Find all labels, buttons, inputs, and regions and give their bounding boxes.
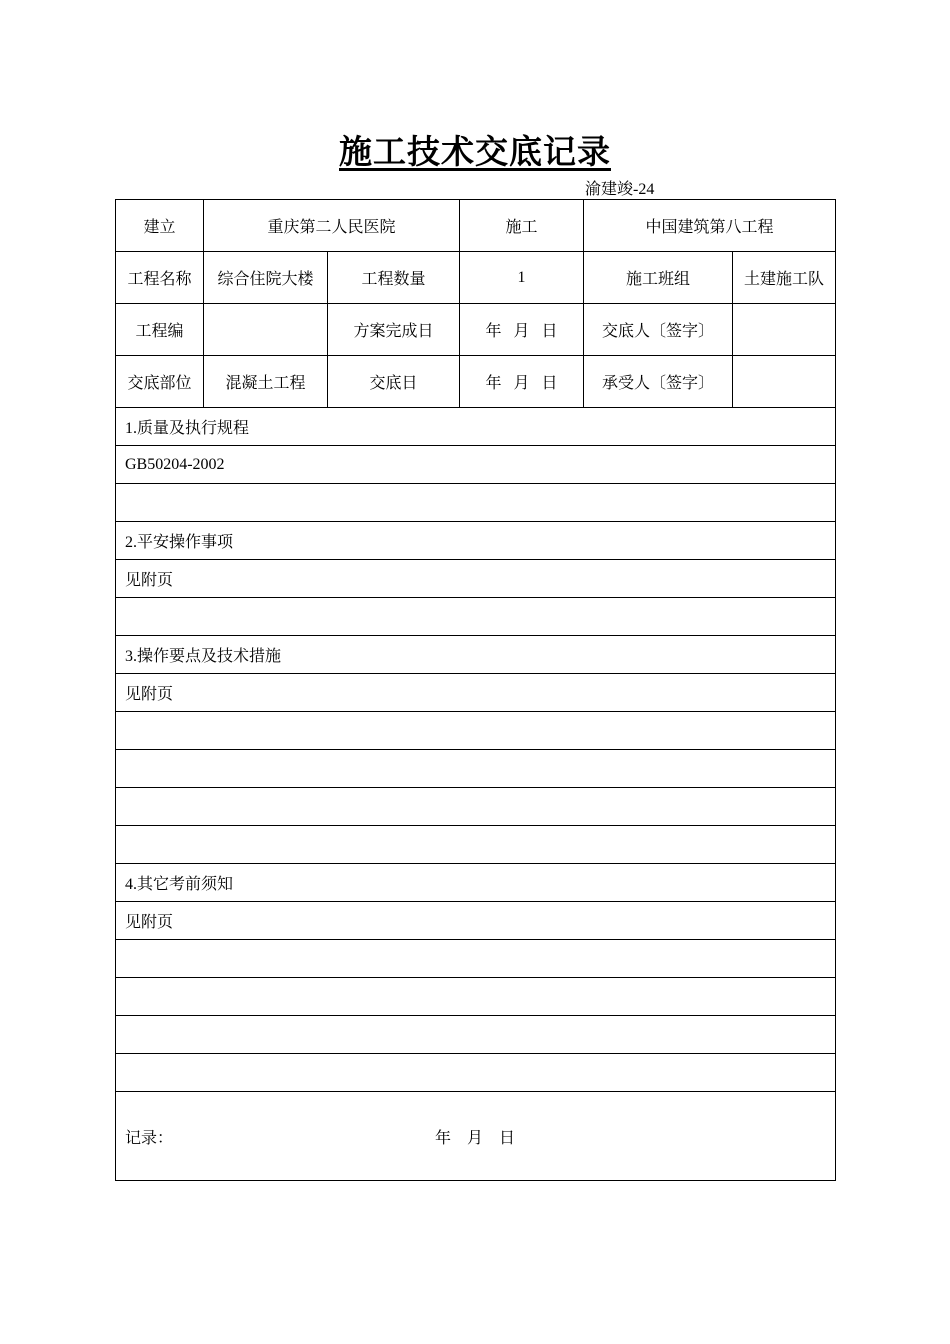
header-row-2: [116, 252, 836, 304]
form-code: 渝建竣-24: [585, 181, 655, 198]
content-line[interactable]: 见附页: [116, 902, 836, 940]
empty-line[interactable]: [116, 712, 836, 750]
value-cell[interactable]: 中国建筑第八工程: [584, 200, 836, 252]
content-line[interactable]: 见附页: [116, 560, 836, 598]
date-cell[interactable]: [460, 304, 584, 356]
label-cell: 施工班组: [584, 252, 733, 304]
record-day: 日: [499, 1129, 516, 1147]
content-row: [116, 750, 836, 788]
header-row-1: [116, 200, 836, 252]
record-row: [116, 1092, 836, 1181]
label-cell: 方案完成日: [328, 304, 460, 356]
record-year: 年: [435, 1129, 452, 1147]
header-row-4: [116, 356, 836, 408]
date-cell[interactable]: [460, 356, 584, 408]
section-title: 3.操作要点及技术措施: [116, 636, 836, 674]
content-row: [116, 788, 836, 826]
date-day: 日: [541, 375, 558, 392]
label-cell: 工程名称: [116, 252, 204, 304]
content-row: [116, 598, 836, 636]
content-row: [116, 826, 836, 864]
content-row: [116, 560, 836, 598]
value-cell[interactable]: [204, 304, 328, 356]
section-title-row: [116, 636, 836, 674]
empty-line[interactable]: [116, 598, 836, 636]
label-cell: 工程数量: [328, 252, 460, 304]
record-cell[interactable]: [116, 1092, 836, 1181]
section-title-row: [116, 864, 836, 902]
content-line[interactable]: GB50204-2002: [116, 446, 836, 484]
content-row: [116, 978, 836, 1016]
value-cell[interactable]: 土建施工队: [733, 252, 836, 304]
value-cell[interactable]: 重庆第二人民医院: [204, 200, 460, 252]
label-cell: 施工: [460, 200, 584, 252]
section-title-row: [116, 408, 836, 446]
value-cell[interactable]: 综合住院大楼: [204, 252, 328, 304]
label-cell: 承受人〔签字〕: [584, 356, 733, 408]
date-day: 日: [541, 323, 558, 340]
empty-line[interactable]: [116, 1054, 836, 1092]
content-row: [116, 674, 836, 712]
content-row: [116, 1054, 836, 1092]
date-month: 月: [513, 323, 530, 340]
content-row: [116, 484, 836, 522]
empty-line[interactable]: [116, 826, 836, 864]
date-month: 月: [513, 375, 530, 392]
empty-line[interactable]: [116, 484, 836, 522]
section-title: 4.其它考前须知: [116, 864, 836, 902]
empty-line[interactable]: [116, 1016, 836, 1054]
value-cell[interactable]: 混凝土工程: [204, 356, 328, 408]
value-cell[interactable]: 1: [460, 252, 584, 304]
content-row: [116, 1016, 836, 1054]
content-row: [116, 712, 836, 750]
empty-line[interactable]: [116, 788, 836, 826]
empty-line[interactable]: [116, 978, 836, 1016]
signature-cell[interactable]: [733, 356, 836, 408]
content-row: [116, 902, 836, 940]
record-date: [435, 1130, 531, 1147]
content-line[interactable]: 见附页: [116, 674, 836, 712]
record-month: 月: [467, 1129, 484, 1147]
section-title: 2.平安操作事项: [116, 522, 836, 560]
header-row-3: [116, 304, 836, 356]
page-title: [0, 126, 950, 173]
section-title: 1.质量及执行规程: [116, 408, 836, 446]
empty-line[interactable]: [116, 940, 836, 978]
signature-cell[interactable]: [733, 304, 836, 356]
section-title-row: [116, 522, 836, 560]
empty-line[interactable]: [116, 750, 836, 788]
date-year: 年: [485, 375, 502, 392]
content-row: [116, 940, 836, 978]
label-cell: 工程编: [116, 304, 204, 356]
title-text: 施工技术交底记录: [339, 132, 611, 171]
label-cell: 建立: [116, 200, 204, 252]
label-cell: 交底部位: [116, 356, 204, 408]
content-row: [116, 446, 836, 484]
label-cell: 交底人〔签字〕: [584, 304, 733, 356]
date-year: 年: [485, 323, 502, 340]
record-label: 记录：: [125, 1129, 174, 1147]
record-table: [115, 199, 836, 1181]
label-cell: 交底日: [328, 356, 460, 408]
